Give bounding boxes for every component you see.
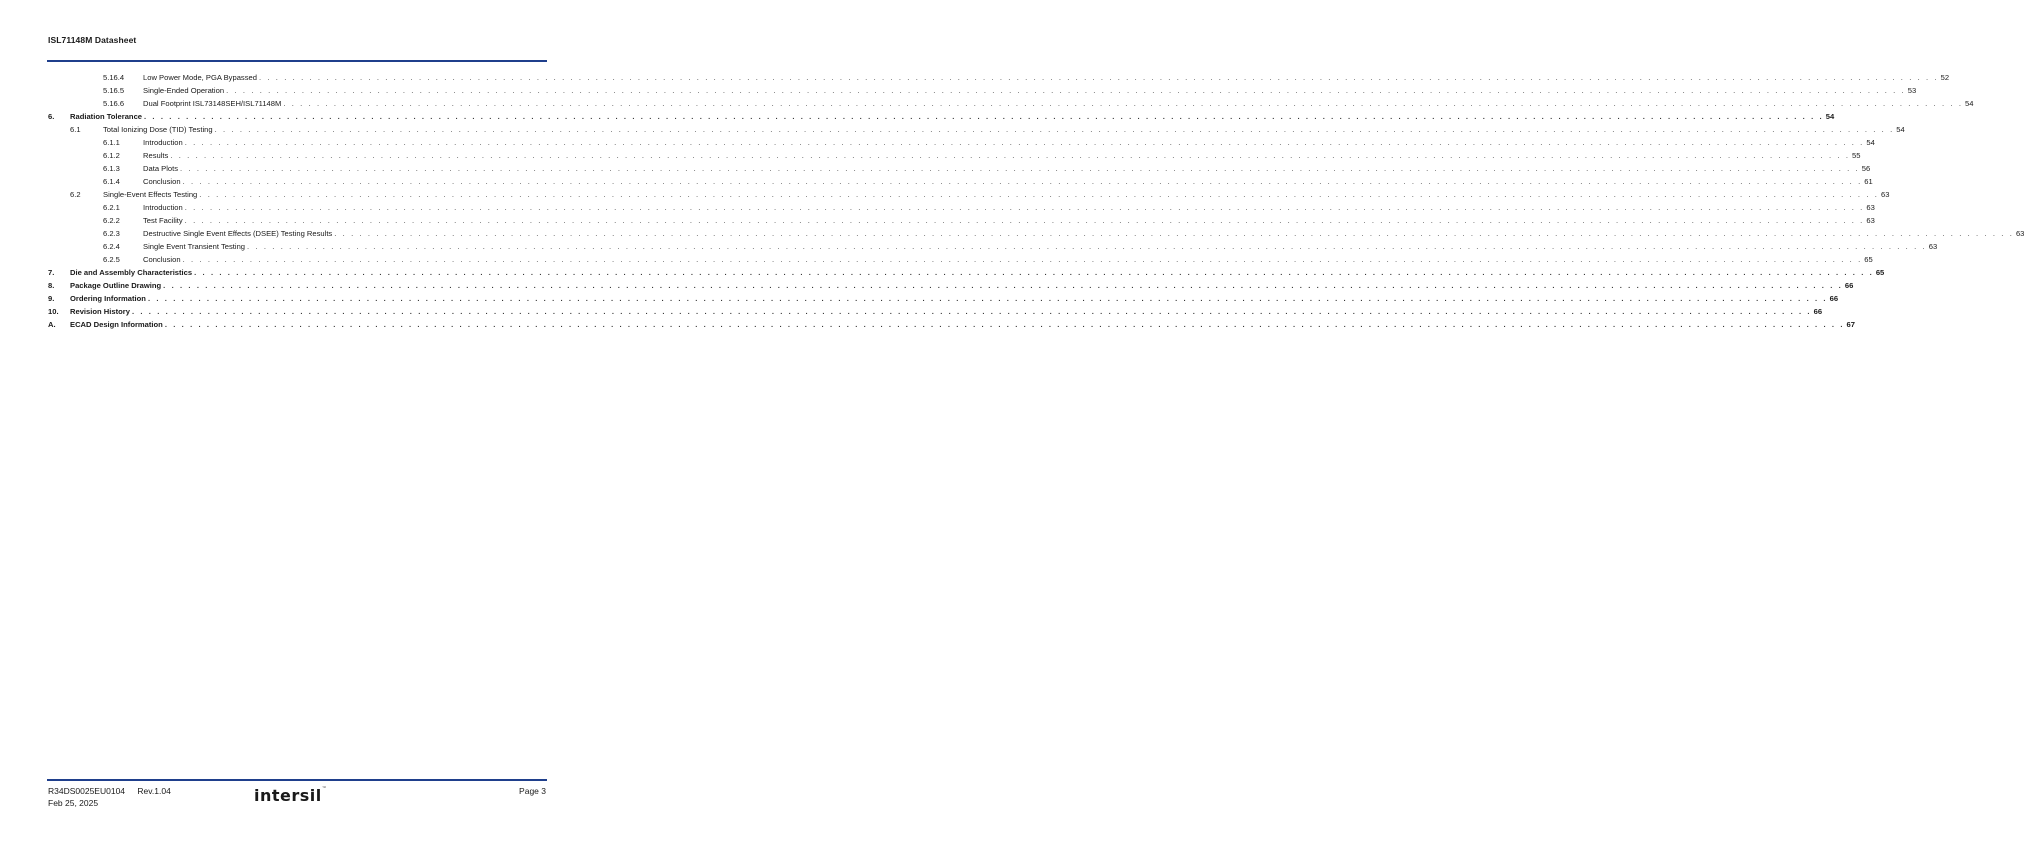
toc-entry-page: 67 (1846, 320, 1855, 329)
logo-text: intersil (254, 786, 322, 805)
toc-entry[interactable] (48, 215, 1875, 226)
toc-entry-title: Conclusion (143, 177, 181, 186)
toc-entry-title: Results (143, 151, 169, 160)
toc-entry-number: A. (48, 320, 56, 329)
toc-dot-leader: . . . . . . . . . . . . . . . . . . . . . . . . . . . . . . . . . . . . . . . . . . . . . . . . . . . . . . . . . . . . . . . . . . . . . . . . . . . . . . . . . . . . . . . . . . . . . . . . . . . . . . . . . . . . . . . . . . . . . . . . . . . . . . . . . . . . . . . . . . . . . . . . . . . . . . . . . . . . . . . . . . . . . . . . . . . . . . . . . . . . . . . . . . . . . . . . . . . . . . . . (180, 164, 1860, 173)
toc-entry-page: 56 (1861, 164, 1871, 173)
toc-entry-page: 65 (1875, 268, 1885, 277)
toc-dot-leader: . . . . . . . . . . . . . . . . . . . . . . . . . . . . . . . . . . . . . . . . . . . . . . . . . . . . . . . . . . . . . . . . . . . . . . . . . . . . . . . . . . . . . . . . . . . . . . . . . . . . . . . . . . . . . . . . . . . . . . . . . . . . . . . . . . . . . . . . . . . . . . . . . . . . . . . . . . . . . . . . . . . . . . . . . . . . . . . . . . . . . . . . . . . . . . . . . . . . . . . . (131, 307, 1812, 316)
toc-entry[interactable] (48, 163, 1871, 174)
toc-entry[interactable] (48, 202, 1875, 213)
toc-entry[interactable] (48, 111, 1835, 122)
toc-entry[interactable] (48, 85, 1917, 96)
toc-dot-leader: . . . . . . . . . . . . . . . . . . . . . . . . . . . . . . . . . . . . . . . . . . . . . . . . . . . . . . . . . . . . . . . . . . . . . . . . . . . . . . . . . . . . . . . . . . . . . . . . . . . . . . . . . . . . . . . . . . . . . . . . . . . . . . . . . . . . . . . . . . . . . . . . . . . . . . . . . . . . . . . . . . . . . . . . . . . . . . . . . . . . . . . . . . . . . . . . . . . . . . . . (184, 138, 1865, 147)
toc-entry-page: 66 (1844, 281, 1854, 290)
toc-entry-title: Introduction (143, 138, 183, 147)
toc-entry-title: Package Outline Drawing (70, 281, 162, 290)
toc-entry-title: Single Event Transient Testing (143, 242, 246, 251)
toc-entry-page: 52 (1940, 73, 1950, 82)
toc-entry[interactable] (48, 241, 1938, 252)
toc-entry-number: 6. (48, 112, 55, 121)
header-divider (47, 60, 547, 62)
intersil-logo (254, 786, 327, 805)
toc-entry-title: Test Facility (143, 216, 183, 225)
toc-entry[interactable] (48, 228, 2024, 239)
toc-entry-number: 6.2.2 (103, 216, 120, 225)
toc-dot-leader: . . . . . . . . . . . . . . . . . . . . . . . . . . . . . . . . . . . . . . . . . . . . . . . . . . . . . . . . . . . . . . . . . . . . . . . . . . . . . . . . . . . . . . . . . . . . . . . . . . . . . . . . . . . . . . . . . . . . . . . . . . . . . . . . . . . . . . . . . . . . . . . . . . . . . . . . . . . . . . . . . . . . . . . . . . . . . . . . . . . . . . . . . . . . . . . . . . . . . . . . (283, 99, 1964, 108)
toc-entry-number: 6.1.3 (103, 164, 120, 173)
toc-entry-number: 6.1.2 (103, 151, 120, 160)
toc-entry-number: 6.2.3 (103, 229, 120, 238)
toc-entry-title: Dual Footprint ISL73148SEH/ISL71148M (143, 99, 282, 108)
toc-entry[interactable] (48, 150, 1861, 161)
toc-entry[interactable] (48, 72, 1950, 83)
toc-entry-number: 8. (48, 281, 55, 290)
toc-entry-title: Single-Ended Operation (143, 86, 225, 95)
toc-entry-page: 53 (1907, 86, 1917, 95)
toc-entry-page: 54 (1825, 112, 1835, 121)
toc-entry-page: 63 (1866, 216, 1875, 225)
toc-dot-leader: . . . . . . . . . . . . . . . . . . . . . . . . . . . . . . . . . . . . . . . . . . . . . . . . . . . . . . . . . . . . . . . . . . . . . . . . . . . . . . . . . . . . . . . . . . . . . . . . . . . . . . . . . . . . . . . . . . . . . . . . . . . . . . . . . . . . . . . . . . . . . . . . . . . . . . . . . . . . . . . . . . . . . . . . . . . . . . . . . . . . . . . . . . . . . . . . . . . . . . . . (163, 281, 1843, 290)
toc-entry[interactable] (48, 98, 1974, 109)
toc-entry-page: 54 (1866, 138, 1875, 147)
toc-entry-title: Single-Event Effects Testing (103, 190, 198, 199)
toc-entry-number: 6.2.1 (103, 203, 120, 212)
toc-entry[interactable] (48, 319, 1855, 330)
toc-entry[interactable] (48, 137, 1875, 148)
toc-entry-page: 63 (1880, 190, 1890, 199)
toc-entry-page: 63 (2015, 229, 2024, 238)
toc-entry-page: 54 (1896, 125, 1905, 134)
toc-entry-number: 10. (48, 307, 59, 316)
toc-entry-title: Destructive Single Event Effects (DSEE) Testing Results (143, 229, 333, 238)
footer-doc-info (48, 785, 171, 809)
toc-entry-number: 5.16.6 (103, 99, 125, 108)
toc-entry[interactable] (48, 176, 1873, 187)
toc-entry-page: 55 (1852, 151, 1861, 160)
toc-entry-title: Ordering Information (70, 294, 146, 303)
logo-trademark: ™ (321, 786, 328, 792)
toc-entry-title: Die and Assembly Characteristics (70, 268, 193, 277)
toc-entry[interactable] (48, 293, 1839, 304)
toc-dot-leader: . . . . . . . . . . . . . . . . . . . . . . . . . . . . . . . . . . . . . . . . . . . . . . . . . . . . . . . . . . . . . . . . . . . . . . . . . . . . . . . . . . . . . . . . . . . . . . . . . . . . . . . . . . . . . . . . . . . . . . . . . . . . . . . . . . . . . . . . . . . . . . . . . . . . . . . . . . . . . . . . . . . . . . . . . . . . . . . . . . . . . . . . . . . . . . . . . . . . . . . . (214, 125, 1895, 134)
toc-entry-page: 66 (1829, 294, 1839, 303)
toc-dot-leader: . . . . . . . . . . . . . . . . . . . . . . . . . . . . . . . . . . . . . . . . . . . . . . . . . . . . . . . . . . . . . . . . . . . . . . . . . . . . . . . . . . . . . . . . . . . . . . . . . . . . . . . . . . . . . . . . . . . . . . . . . . . . . . . . . . . . . . . . . . . . . . . . . . . . . . . . . . . . . . . . . . . . . . . . . . . . . . . . . . . . . . . . . . . . . . . . . . . . . . . . (184, 203, 1865, 212)
toc-dot-leader: . . . . . . . . . . . . . . . . . . . . . . . . . . . . . . . . . . . . . . . . . . . . . . . . . . . . . . . . . . . . . . . . . . . . . . . . . . . . . . . . . . . . . . . . . . . . . . . . . . . . . . . . . . . . . . . . . . . . . . . . . . . . . . . . . . . . . . . . . . . . . . . . . . . . . . . . . . . . . . . . . . . . . . . . . . . . . . . . . . . . . . . . . . . . . . . . . . . . . . . . (144, 112, 1824, 121)
toc-entry-title: Total Ionizing Dose (TID) Testing (103, 125, 213, 134)
toc-entry-number: 7. (48, 268, 55, 277)
toc-entry[interactable] (48, 306, 1823, 317)
doc-number: R34DS0025EU0104 (48, 786, 126, 796)
toc-entry-title: Radiation Tolerance (70, 112, 143, 121)
toc-dot-leader: . . . . . . . . . . . . . . . . . . . . . . . . . . . . . . . . . . . . . . . . . . . . . . . . . . . . . . . . . . . . . . . . . . . . . . . . . . . . . . . . . . . . . . . . . . . . . . . . . . . . . . . . . . . . . . . . . . . . . . . . . . . . . . . . . . . . . . . . . . . . . . . . . . . . . . . . . . . . . . . . . . . . . . . . . . . . . . . . . . . . . . . . . . . . . . . . . . . . . . . . (226, 86, 1906, 95)
toc-entry-title: Introduction (143, 203, 183, 212)
toc-entry-number: 5.16.4 (103, 73, 125, 82)
toc-entry-number: 9. (48, 294, 55, 303)
toc-entry-number: 6.2.4 (103, 242, 120, 251)
doc-revision: Rev.1.04 (137, 786, 171, 796)
toc-entry-number: 6.1 (70, 125, 81, 134)
toc-dot-leader: . . . . . . . . . . . . . . . . . . . . . . . . . . . . . . . . . . . . . . . . . . . . . . . . . . . . . . . . . . . . . . . . . . . . . . . . . . . . . . . . . . . . . . . . . . . . . . . . . . . . . . . . . . . . . . . . . . . . . . . . . . . . . . . . . . . . . . . . . . . . . . . . . . . . . . . . . . . . . . . . . . . . . . . . . . . . . . . . . . . . . . . . . . . . . . . . . . . . . . . . (184, 216, 1865, 225)
toc-entry-number: 6.2 (70, 190, 81, 199)
toc-entry-page: 54 (1965, 99, 1974, 108)
toc-dot-leader: . . . . . . . . . . . . . . . . . . . . . . . . . . . . . . . . . . . . . . . . . . . . . . . . . . . . . . . . . . . . . . . . . . . . . . . . . . . . . . . . . . . . . . . . . . . . . . . . . . . . . . . . . . . . . . . . . . . . . . . . . . . . . . . . . . . . . . . . . . . . . . . . . . . . . . . . . . . . . . . . . . . . . . . . . . . . . . . . . . . . . . . . . . . . . . . . . . . . . . . . (194, 268, 1874, 277)
toc-dot-leader: . . . . . . . . . . . . . . . . . . . . . . . . . . . . . . . . . . . . . . . . . . . . . . . . . . . . . . . . . . . . . . . . . . . . . . . . . . . . . . . . . . . . . . . . . . . . . . . . . . . . . . . . . . . . . . . . . . . . . . . . . . . . . . . . . . . . . . . . . . . . . . . . . . . . . . . . . . . . . . . . . . . . . . . . . . . . . . . . . . . . . . . . . . . . . . . . . . . . . . . . (164, 320, 1845, 329)
toc-entry[interactable] (48, 189, 1890, 200)
toc-dot-leader: . . . . . . . . . . . . . . . . . . . . . . . . . . . . . . . . . . . . . . . . . . . . . . . . . . . . . . . . . . . . . . . . . . . . . . . . . . . . . . . . . . . . . . . . . . . . . . . . . . . . . . . . . . . . . . . . . . . . . . . . . . . . . . . . . . . . . . . . . . . . . . . . . . . . . . . . . . . . . . . . . . . . . . . . . . . . . . . . . . . . . . . . . . . . . . . . . . . . . . . . (147, 294, 1828, 303)
toc-entry[interactable] (48, 267, 1885, 278)
toc-entry-title: Conclusion (143, 255, 181, 264)
toc-dot-leader: . . . . . . . . . . . . . . . . . . . . . . . . . . . . . . . . . . . . . . . . . . . . . . . . . . . . . . . . . . . . . . . . . . . . . . . . . . . . . . . . . . . . . . . . . . . . . . . . . . . . . . . . . . . . . . . . . . . . . . . . . . . . . . . . . . . . . . . . . . . . . . . . . . . . . . . . . . . . . . . . . . . . . . . . . . . . . . . . . . . . . . . . . . . . . . . . . . . . . . . . (199, 190, 1879, 199)
toc-entry-number: 6.2.5 (103, 255, 120, 264)
page-number: Page 3 (519, 786, 546, 796)
toc-entry-page: 66 (1813, 307, 1823, 316)
toc-dot-leader: . . . . . . . . . . . . . . . . . . . . . . . . . . . . . . . . . . . . . . . . . . . . . . . . . . . . . . . . . . . . . . . . . . . . . . . . . . . . . . . . . . . . . . . . . . . . . . . . . . . . . . . . . . . . . . . . . . . . . . . . . . . . . . . . . . . . . . . . . . . . . . . . . . . . . . . . . . . . . . . . . . . . . . . . . . . . . . . . . . . . . . . . . . . . . . . . . . . . . . . . (334, 229, 2014, 238)
toc-entry-page: 65 (1864, 255, 1873, 264)
toc-entry-title: Revision History (70, 307, 130, 316)
toc-entry-title: Low Power Mode, PGA Bypassed (143, 73, 257, 82)
toc-entry-page: 63 (1928, 242, 1938, 251)
toc-entry-page: 63 (1866, 203, 1875, 212)
toc-entry-number: 6.1.1 (103, 138, 120, 147)
toc-entry[interactable] (48, 254, 1873, 265)
toc-entry[interactable] (48, 280, 1854, 291)
toc-entry[interactable] (48, 124, 1905, 135)
toc-entry-title: ECAD Design Information (70, 320, 163, 329)
footer-divider (47, 779, 547, 781)
document-title: ISL71148M Datasheet (48, 35, 137, 45)
toc-dot-leader: . . . . . . . . . . . . . . . . . . . . . . . . . . . . . . . . . . . . . . . . . . . . . . . . . . . . . . . . . . . . . . . . . . . . . . . . . . . . . . . . . . . . . . . . . . . . . . . . . . . . . . . . . . . . . . . . . . . . . . . . . . . . . . . . . . . . . . . . . . . . . . . . . . . . . . . . . . . . . . . . . . . . . . . . . . . . . . . . . . . . . . . . . . . . . . . . . . . . . . . . (182, 255, 1863, 264)
toc-entry-number: 5.16.5 (103, 86, 125, 95)
toc-entry-title: Data Plots (143, 164, 179, 173)
toc-dot-leader: . . . . . . . . . . . . . . . . . . . . . . . . . . . . . . . . . . . . . . . . . . . . . . . . . . . . . . . . . . . . . . . . . . . . . . . . . . . . . . . . . . . . . . . . . . . . . . . . . . . . . . . . . . . . . . . . . . . . . . . . . . . . . . . . . . . . . . . . . . . . . . . . . . . . . . . . . . . . . . . . . . . . . . . . . . . . . . . . . . . . . . . . . . . . . . . . . . . . . . . . (182, 177, 1863, 186)
toc-dot-leader: . . . . . . . . . . . . . . . . . . . . . . . . . . . . . . . . . . . . . . . . . . . . . . . . . . . . . . . . . . . . . . . . . . . . . . . . . . . . . . . . . . . . . . . . . . . . . . . . . . . . . . . . . . . . . . . . . . . . . . . . . . . . . . . . . . . . . . . . . . . . . . . . . . . . . . . . . . . . . . . . . . . . . . . . . . . . . . . . . . . . . . . . . . . . . . . . . . . . . . . . (170, 151, 1851, 160)
toc-dot-leader: . . . . . . . . . . . . . . . . . . . . . . . . . . . . . . . . . . . . . . . . . . . . . . . . . . . . . . . . . . . . . . . . . . . . . . . . . . . . . . . . . . . . . . . . . . . . . . . . . . . . . . . . . . . . . . . . . . . . . . . . . . . . . . . . . . . . . . . . . . . . . . . . . . . . . . . . . . . . . . . . . . . . . . . . . . . . . . . . . . . . . . . . . . . . . . . . . . . . . . . . (247, 242, 1927, 251)
doc-date: Feb 25, 2025 (48, 798, 99, 808)
toc-entry-number: 6.1.4 (103, 177, 120, 186)
toc-dot-leader: . . . . . . . . . . . . . . . . . . . . . . . . . . . . . . . . . . . . . . . . . . . . . . . . . . . . . . . . . . . . . . . . . . . . . . . . . . . . . . . . . . . . . . . . . . . . . . . . . . . . . . . . . . . . . . . . . . . . . . . . . . . . . . . . . . . . . . . . . . . . . . . . . . . . . . . . . . . . . . . . . . . . . . . . . . . . . . . . . . . . . . . . . . . . . . . . . . . . . . . . (258, 73, 1939, 82)
toc-entry-page: 61 (1864, 177, 1873, 186)
